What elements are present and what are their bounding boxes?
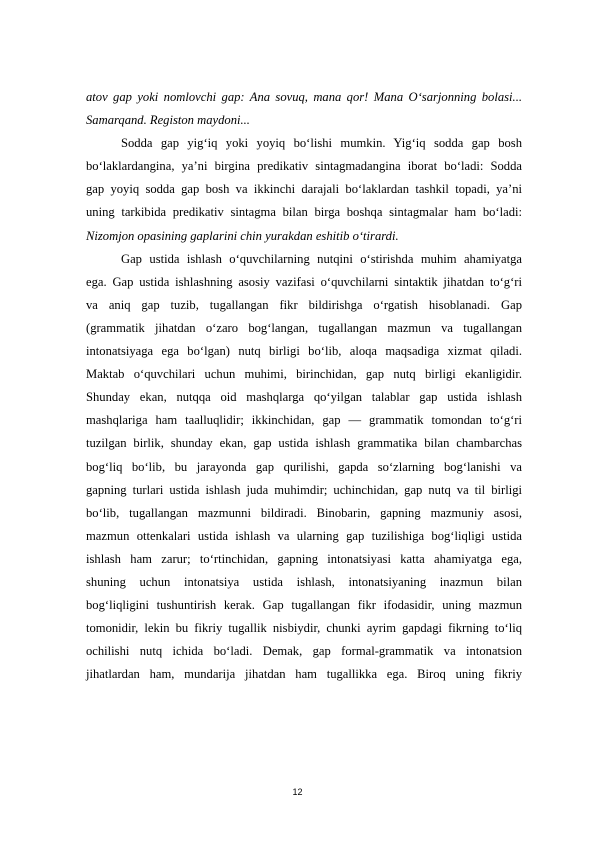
text-line: mashqlariga ham taalluqlidir; ikkinchidan, gap — grammatik tomondan to‘g‘ri xyxy=(86,413,522,428)
text-line: ochilishi nutq ichida bo‘ladi. Demak, gap formal-grammatik va intonatsion xyxy=(86,644,522,659)
text-line: va aniq gap tuzib, tugallangan fikr bildirishga o‘rgatish hisoblanadi. Gap xyxy=(86,297,522,312)
italic-example-line: atov gap yoki nomlovchi gap: Ana sovuq, mana qor! Mana O‘sarjonning bolasi... xyxy=(86,90,522,104)
text-line: bo‘lib, tugallangan mazmunni bildiradi. Binobarin, gapning mazmuniy asosi, xyxy=(86,505,522,520)
text-line: bog‘liq bo‘lib, bu jarayonda gap qurilishi, gapda so‘zlarning bog‘lanishi va xyxy=(86,459,522,474)
text-line: tomonidir, lekin bu fikriy tugallik nisbiydir, chunki ayrim gapdagi fikrning to‘liq xyxy=(86,621,522,636)
italic-example-line: Nizomjon opasining gaplarini chin yurakdan eshitib o‘tirardi. xyxy=(86,228,399,243)
text-line: shuning uchun intonatsiya ustida ishlash, intonatsiyaning inazmun bilan xyxy=(86,574,522,589)
text-line: ega. Gap ustida ishlashning asosiy vazifasi o‘quvchilarni sintaktik jihatdan to‘g‘ri xyxy=(86,274,522,289)
page-body xyxy=(86,86,522,686)
text-line: jihatlardan ham, mundarija jihatdan ham tugallikka ega. Biroq uning fikriy xyxy=(86,667,522,682)
text-line: Gap ustida ishlash o‘quvchilarning nutqini o‘stirishda muhim ahamiyatga xyxy=(121,251,522,266)
text-line: Shunday ekan, nutqqa oid mashqlarga qo‘yilgan talablar gap ustida ishlash xyxy=(86,390,522,405)
text-line: Maktab o‘quvchilari uchun muhimi, birinchidan, gap nutq birligi ekanligidir. xyxy=(86,367,522,382)
text-line: bo‘laklardangina, ya’ni birgina predikativ sintagmadangina iborat bo‘ladi: Sodda xyxy=(86,159,522,174)
text-line: gapning turlari ustida ishlash juda muhimdir; uchinchidan, gap nutq va til birligi xyxy=(86,482,522,497)
page-number: 12 xyxy=(292,787,303,797)
text-line: uning tarkibida predikativ sintagma bilan birga boshqa sintagmalar ham bo‘ladi: xyxy=(86,205,522,220)
text-line: mazmun ottenkalari ustida ishlash va ularning gap tuzilishiga bog‘liqligi ustida xyxy=(86,528,522,543)
text-line: tuzilgan birlik, shunday ekan, gap ustida ishlash grammatika bilan chambarchas xyxy=(86,436,522,451)
text-line: intonatsiyaga ega bo‘lgan) nutq birligi bo‘lib, aloqa maqsadiga xizmat qiladi. xyxy=(86,344,522,359)
text-line: bog‘liqligini tushuntirish kerak. Gap tugallangan fikr ifodasidir, uning mazmun xyxy=(86,598,522,613)
italic-example-line: Samarqand. Registon maydoni... xyxy=(86,113,250,128)
text-line: gap yoyiq sodda gap bosh va ikkinchi darajali bo‘laklardan tashkil topadi, ya’ni xyxy=(86,182,522,197)
text-line: ishlash ham zarur; to‘rtinchidan, gapning intonatsiyasi katta ahamiyatga ega, xyxy=(86,551,522,566)
text-line: Sodda gap yig‘iq yoki yoyiq bo‘lishi mumkin. Yig‘iq sodda gap bosh xyxy=(121,136,522,151)
text-line: (grammatik jihatdan o‘zaro bog‘langan, tugallangan mazmun va tugallangan xyxy=(86,320,522,335)
